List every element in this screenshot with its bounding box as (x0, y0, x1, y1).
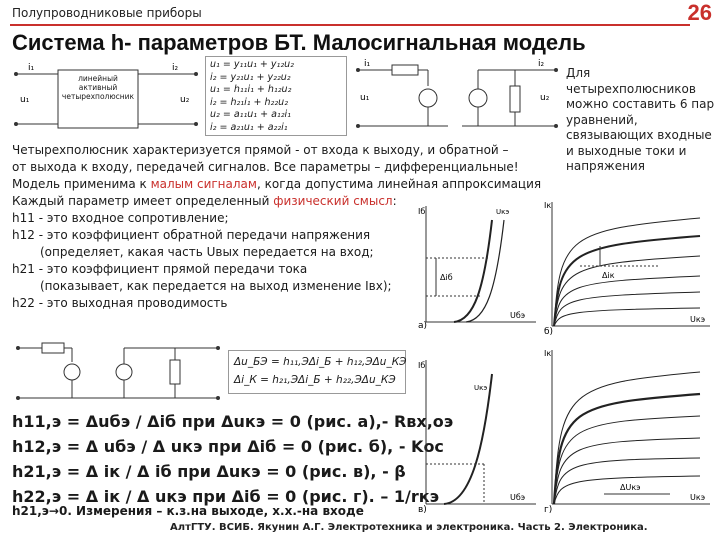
body-line-3 (12, 176, 572, 193)
fig-d-caption: г) (544, 505, 553, 514)
fig-d-y-label: Iк (544, 349, 552, 358)
figure-d-characteristics (540, 344, 714, 514)
fig-a-x-label: Uбэ (510, 311, 526, 320)
circuit-out-current: i₂ (538, 59, 545, 69)
equation-y2: i₂ = y₂₁u₁ + y₂₂u₂ (210, 71, 291, 83)
param-h22: h22,э = Δ iк / Δ uкэ при Δiб = 0 (рис. г). – 1/rкэ (12, 487, 440, 506)
h-equivalent-circuit (352, 56, 560, 138)
param-h12: h12,э = Δ uбэ / Δ uкэ при Δiб = 0 (рис. б), - Kос (12, 437, 444, 456)
fig-c-caption: в) (418, 505, 427, 514)
two-port-label: линейный активный четырехполюсник (61, 74, 135, 101)
figure-c-characteristics (414, 354, 540, 514)
in-current-label: i₁ (28, 63, 35, 73)
header-divider (10, 24, 690, 26)
fig-b-y-label: Iк (544, 201, 552, 210)
fig-a-uke: Uкэ (496, 208, 510, 216)
param-h21: h21,э = Δ iк / Δ iб при Δuкэ = 0 (рис. в), - β (12, 462, 406, 481)
circuit-in-current: i₁ (364, 59, 371, 69)
fig-d-duke: ΔUкэ (620, 483, 641, 492)
body-line-4c: : (392, 194, 397, 208)
out-current-label: i₂ (172, 63, 179, 73)
fig-a-caption: а) (418, 321, 428, 330)
footnote: h21,э→0. Измерения – к.з.на выходе, х.х.-на входе (12, 504, 364, 518)
bjt-equation-1: Δu_БЭ = h₁₁,ЭΔi_Б + h₁₂,ЭΔu_КЭ (234, 356, 407, 368)
page-number: 26 (687, 0, 712, 25)
credits: АлтГТУ. ВСИБ. Якунин А.Г. Электротехника и электроника. Часть 2. Электроника. (170, 522, 648, 533)
small-signals-highlight: малым сигналам (150, 177, 257, 191)
h12-definition: h12 - это коэффициент обратной передачи напряжения (12, 228, 371, 242)
fig-a-y-label: Iб (418, 207, 426, 216)
equation-block (205, 56, 347, 136)
circuit-in-voltage: u₁ (360, 93, 370, 103)
figure-b-output-characteristics (540, 196, 714, 336)
fig-d-x-label: Uкэ (690, 493, 706, 502)
h22-definition: h22 - это выходная проводимость (12, 296, 228, 310)
body-line-3a: Модель применима к (12, 177, 151, 191)
bjt-equation-2: Δi_К = h₂₁,ЭΔi_Б + h₂₂,ЭΔu_КЭ (234, 374, 396, 386)
side-note: Для четырехполюсников можно составить 6 пар уравнений, связывающих входные и выходные токи и напряжения (566, 66, 715, 173)
page-title: Система h- параметров БТ. Малосигнальная модель (12, 30, 586, 55)
two-port-diagram (12, 60, 200, 138)
h21-definition: h21 - это коэффициент прямой передачи тока (12, 262, 308, 276)
equation-a1: u₂ = a₁₁u₁ + a₁₂i₁ (210, 109, 291, 120)
h12-note: (определяет, какая часть Uвых передается на вход; (40, 245, 374, 259)
equation-a2: i₂ = a₂₁u₁ + a₂₂i₁ (210, 121, 288, 133)
fig-b-x-label: Uкэ (690, 315, 706, 324)
h21-note: (показывает, как передается на выход изменение Iвх); (40, 279, 392, 293)
bjt-small-signal-circuit (12, 338, 224, 406)
fig-a-dib: Δiб (440, 273, 453, 282)
equation-y1: u₁ = y₁₁u₁ + y₁₂u₂ (210, 59, 294, 70)
fig-c-x-label: Uбэ (510, 493, 526, 502)
body-line-3c: , когда допустима линейная аппроксимация (256, 177, 542, 191)
equation-h1: u₁ = h₁₁i₁ + h₁₂u₂ (210, 84, 292, 95)
bjt-equation-block (228, 350, 406, 394)
in-voltage-label: u₁ (20, 95, 30, 105)
fig-c-uke: Uкэ (474, 384, 488, 392)
course-label: Полупроводниковые приборы (12, 6, 202, 20)
h11-definition: h11 - это входное сопротивление; (12, 211, 229, 225)
fig-b-caption: б) (544, 327, 554, 336)
figure-a-input-characteristics (414, 200, 540, 330)
physical-meaning-highlight: физический смысл (273, 194, 393, 208)
fig-c-y-label: Iб (418, 361, 426, 370)
body-line-4a: Каждый параметр имеет определенный (12, 194, 274, 208)
equation-h2: i₂ = h₂₁i₁ + h₂₂u₂ (210, 96, 288, 108)
fig-b-dik: Δiк (602, 271, 615, 280)
out-voltage-label: u₂ (180, 95, 190, 105)
body-line-2: от выхода к входу, передачей сигналов. Все параметры – дифференциальные! (12, 160, 519, 174)
circuit-out-voltage: u₂ (540, 93, 550, 103)
param-h11: h11,э = Δuбэ / Δiб при Δuкэ = 0 (рис. а),- Rвх,оэ (12, 412, 454, 431)
body-line-1: Четырехполюсник характеризуется прямой - от входа к выходу, и обратной – (12, 143, 509, 157)
